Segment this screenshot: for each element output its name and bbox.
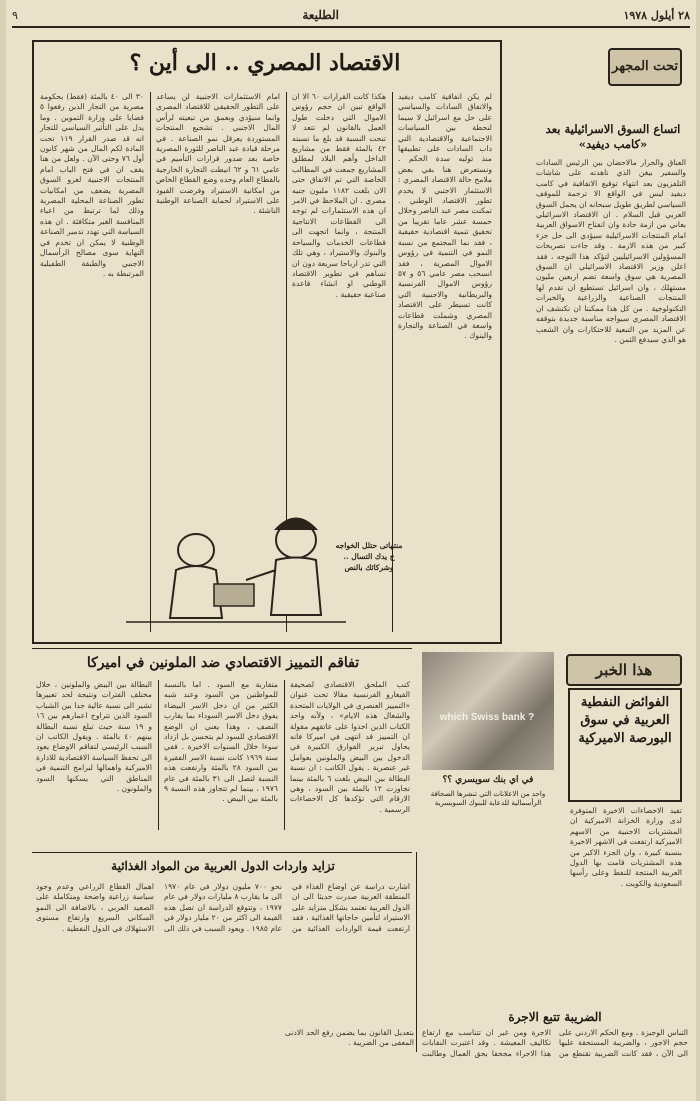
tax-headline: الضريبة تتبع الاجرة [508, 1010, 602, 1024]
column-rule [158, 680, 159, 830]
ad-photo-text: which Swiss bank ? [439, 712, 535, 723]
oil-surplus-body: تفيد الاحصاءات الاخيرة المتوفرة لدى وزارة الخزانة الاميركية ان المشتريات الاجنبية من الاسهم الاميركية ارتفعت في الاشهر الاخيرة بنسبة كبيرة ، وان الجزء الاكبر من هذه المشتريات قامت بها الدول العربية المنتجة للنفط وعلى رأسها السعودية والكويت . [570, 806, 682, 888]
oil-surplus-headline: الفوائض النفطية العربية في سوق البورصة الاميركية [578, 695, 672, 746]
swiss-bank-ad-photo [422, 652, 554, 770]
tax-body: التباس الوجيزة . ومع الحكم الاردني على حجم الاجور ، والضريبة المستحقة عليها الى الآن ، فقد كانت الضريبة تقتطع من الاجرة ومن غير ان تتناسب مع ارتفاع تكاليف المعيشة . وقد اعتبرت النقابات هذا الاجراء مجحفا بحق العمال وطالبت بتعديل القانون بما يضمن رفع الحد الادنى المعفى من الضريبة . [285, 1028, 688, 1058]
discrimination-col-3: البطالة بين البيض والملونين ، خلال مختلف الفترات ونتيجة لحد تعبيرها تشير الى نسبة عالية جدا بين الشباب السود الذين تتراوح اعمارهم بين ١٦ و ١٩ سنة حيث تبلغ نسبة البطالة بينهم ٤٠ بالمئة . ويقول الكاتب ان السبب الرئيسي لتفاقم الاوضاع يعود الى تحفظ السياسة الاقتصادية للادارة الاميركية واهمالها لبرامج التنمية في المناطق التي يسكنها السود والملونون . [36, 680, 152, 794]
main-col-4: ٣٠ الى ٤٠ بالمئة (فقط) بحكومة مصرية من التجار الذين رفعوا ٥ قضايا على وزارة التموين . وما يدل على التأثير السياسي للتجار انه قد صدر القرار ١١٩ تحت المادة لكم المال من شهر كانون أول ٧٦ وحتى الآن . ولعل من هنا يقف ان في فتح الباب امام المنتجات الاجنبية لغزو السوق المصرية يضعف من امكانيات تطور الصناعة المحلية المصرية وذلك لما ترتبط من اعباء المنافسة الغير متكافئة . ان هذه السياسة التي تهدد تدمير الصناعة الوطنية لا يمكن ان تخدم في النهاية سوى مصالح الرأسمال الاجنبي والطبقة الطفيلية المرتبطة به . [40, 92, 144, 278]
israeli-market-headline: اتساع السوق الاسرائيلية بعد «كامب ديفيد» [545, 122, 681, 151]
main-headline: الاقتصاد المصري .. الى أين ؟ [129, 50, 401, 76]
main-col-2: هكذا كانت القرارات ٦٠ الا ان الواقع تبين ان حجم رؤوس الاموال التي دخلت طول العمل بالقانون لم تتعد لا تنحت النسبة قد بلغ ما نسبته ٤٢ بالمئة فقط من مشاريع الداخل وأهم البلاد لمطلق المشاريع جمعت في المطالب الخاصة التي تم الاتفاق حتى الان بلغت ١١٨٢ مليون جنيه مصري . ان الملاحظ في الامر ان هذه الاستثمارات لم توجه الى القطاعات الانتاجية المنتجة ، وانما اتجهت الى قطاعات الخدمات والسياحة والبنوك والاستيراد ، وهي تلك التي تدر ارباحا سريعة دون ان تساهم في تطوير الاقتصاد الوطني او انشاء قاعدة صناعية حقيقية . [292, 92, 386, 299]
section-rule [32, 648, 412, 649]
cartoon-illustration [126, 500, 346, 630]
main-col-1: لم يكن انفاقية كامب ديفيد والاتفاق السادات والسياسي على حل مع اسرائيل لا سيما لنحطة بين السياسات الاجتماعية والاقتصادية التي داب السادات على تطبيقها منذ توليه سدة الحكم . ونستعرض هنا بقي بعض ملامح حالة الاقتصاد المصري : الاستثمار الاجنبي لا يخدم تطور الاقتصاد الوطني . تمكنت مصر عبد الناصر وخلال خمسة عشر عاما تقريبا من تحقيق تنمية اقتصادية حقيقية ، فقد نما المجتمع من نسبة النمو في التنمية في رؤوس الاموال المصرية ، فقد انسحب مصر عامي ٥٦ و ٥٧ رؤوس الاموال الفرنسية والبريطانية والاجنبية التي كانت تسيطر على الاقتصاد المصري وشملت قطاعات واسعة في الصناعة والتجارة والبنوك . [398, 92, 493, 341]
discrimination-headline: تفاقم التمييز الاقتصادي ضد الملونين في اميركا [86, 655, 360, 671]
newspaper-page [6, 0, 696, 1101]
section-rule [32, 852, 412, 853]
page-number: ٩ [12, 8, 18, 22]
food-imports-headline: تزايد واردات الدول العربية من المواد الغذائية [111, 859, 335, 873]
food-imports-body: اشارت دراسة عن اوضاع الغذاء في المنطقة العربية صدرت حديثا الى ان الدول العربية تعتمد بشكل متزايد على الاستيراد لتأمين حاجاتها الغذائية ، فقد ارتفعت قيمة الواردات الغذائية من نحو ٧٠٠ مليون دولار في عام ١٩٧٠ الى ما يقارب ٨ مليارات دولار في عام ١٩٧٧ ، وتتوقع الدراسة ان تصل هذه القيمة الى اكثر من ٢٠ مليار دولار في عام ١٩٨٥ . ويعود السبب في ذلك الى اهمال القطاع الزراعي وعدم وجود سياسة زراعية واضحة ومتكاملة على الصعيد العربي ، بالاضافة الى النمو السكاني السريع وارتفاع مستوى الاستهلاك في الدول النفطية . [36, 882, 410, 933]
oil-surplus-box [568, 688, 682, 802]
news-stamp: هذا الخبر [566, 654, 682, 686]
cartoon-caption: منتهاتى حتلل الخواجه ح يدك التسال .. وشركائك بالنص [335, 541, 403, 572]
newspaper-name: الطليعة [302, 8, 340, 22]
discrimination-col-1: كتب الملحق الاقتصادي لصحيفة الفيغارو الفرنسية مقالا تحت عنوان «التمييز العنصري في الولايات المتحدة والشغال هذه الايام» ، ولأنه واحد الكتاب الذين اخذوا على عاتقهم مقولة ان التمييز قد انتهى في اميركا فانه يحاول تبرير الفوارق الكبيرة في الدخول بين البيض والملونين بعوامل غير عنصرية . يقول الكاتب : ان نسبة البطالة بين البيض بلغت ٦ بالمئة بينما تجاوزت ١٢ بالمئة بين السود ، وهي الارقام التي تؤكدها كل الاحصاءات الرسمية . [290, 680, 410, 814]
discrimination-col-2: متقاربة مع السود . اما بالنسبة للمواطنين من السود وعند شبه الكثير من ان دخل الاسر البيضاء يفوق دخل الاسر السوداء بما يقارب النصف ، وهذا يعني ان الوضع الاقتصادي للسود لم يتحسن بل ازداد سوءا خلال السنوات الاخيرة . ففي سنة ١٩٦٩ كانت نسبة الاسر الفقيرة بين السود ٢٨ بالمئة وارتفعت هذه النسبة لتصل الى ٣١ بالمئة في عام ١٩٧٦ ، بينما لم تتجاوز هذه النسبة ٩ بالمئة بين البيض . [164, 680, 278, 804]
column-rule [416, 852, 417, 1052]
issue-date: ٢٨ أيلول ١٩٧٨ [623, 8, 690, 22]
photo-caption: واحد من الاعلانات التي تنشرها الصحافة الرأسمالية للدعاية للبنوك السويسرية [430, 790, 546, 807]
column-rule [284, 680, 285, 830]
column-stamp: تحت المجهر [608, 48, 682, 86]
photo-caption-title: في اي بنك سويسري ؟؟ [442, 775, 534, 785]
israeli-market-body: العناق والحرار مالاحضان بين الرئيس السادات والسفير بيغن الذي تاهدته على شاشات التلفزيون بعد انتهاء توقيع الاتفاقية في كامب ديفيد ليس في الواقع الا ترجمة للموقف السياسي لطريق طويل سبحانه ان يحمل السوق العربي قبل السلام . ان الاقتصاد الاسرائيلي يعاني من ازمة حادة وان انفتاح الاسواق العربية امام المنتجات الاسرائيلية سيؤدي الى حل جزء كبير من هذه الازمة . وقد جاءت تصريحات المسؤولين الاسرائيليين لتؤكد هذا التوجه ، فقد اعلن وزير الاقتصاد الاسرائيلي ان السوق المصرية هي سوق واسعة تضم اربعين مليون مستهلك ، وان اسرائيل تستطيع ان تقدم لها المنتجات الصناعية والزراعية والخبرات التكنولوجية . من كل هذا ممكننا ان نكتشف ان الاقتصاد المصري سيواجه مناسبة جديدة بتوقفه عن المزيد من التبعية للاحتكارات وان الشعب هو الذي سيدفع الثمن . [536, 158, 686, 344]
page-header [12, 4, 690, 28]
main-col-3: امام الاستثمارات الاجنبية لن يساعد على التطور الحقيقي للاقتصاد المصري وانما سيؤدي وبعمق من تبعيته لرأس المال الاجنبي . تشجيع المنتجات المستوردة يعرقل نمو الصناعة . في مرحلة قيادة عبد الناصر للثورة المصرية خاصة بعد صدور قرارات التأميم في عامي ٦١ و ٦٢ انيطت التجارة الخارجية بالقطاع العام وحده وضع القطاع الخاص من امكانية الاستيراد وفرضت القيود على الاستيراد لحماية الصناعة الوطنية الناشئة . [156, 92, 280, 216]
